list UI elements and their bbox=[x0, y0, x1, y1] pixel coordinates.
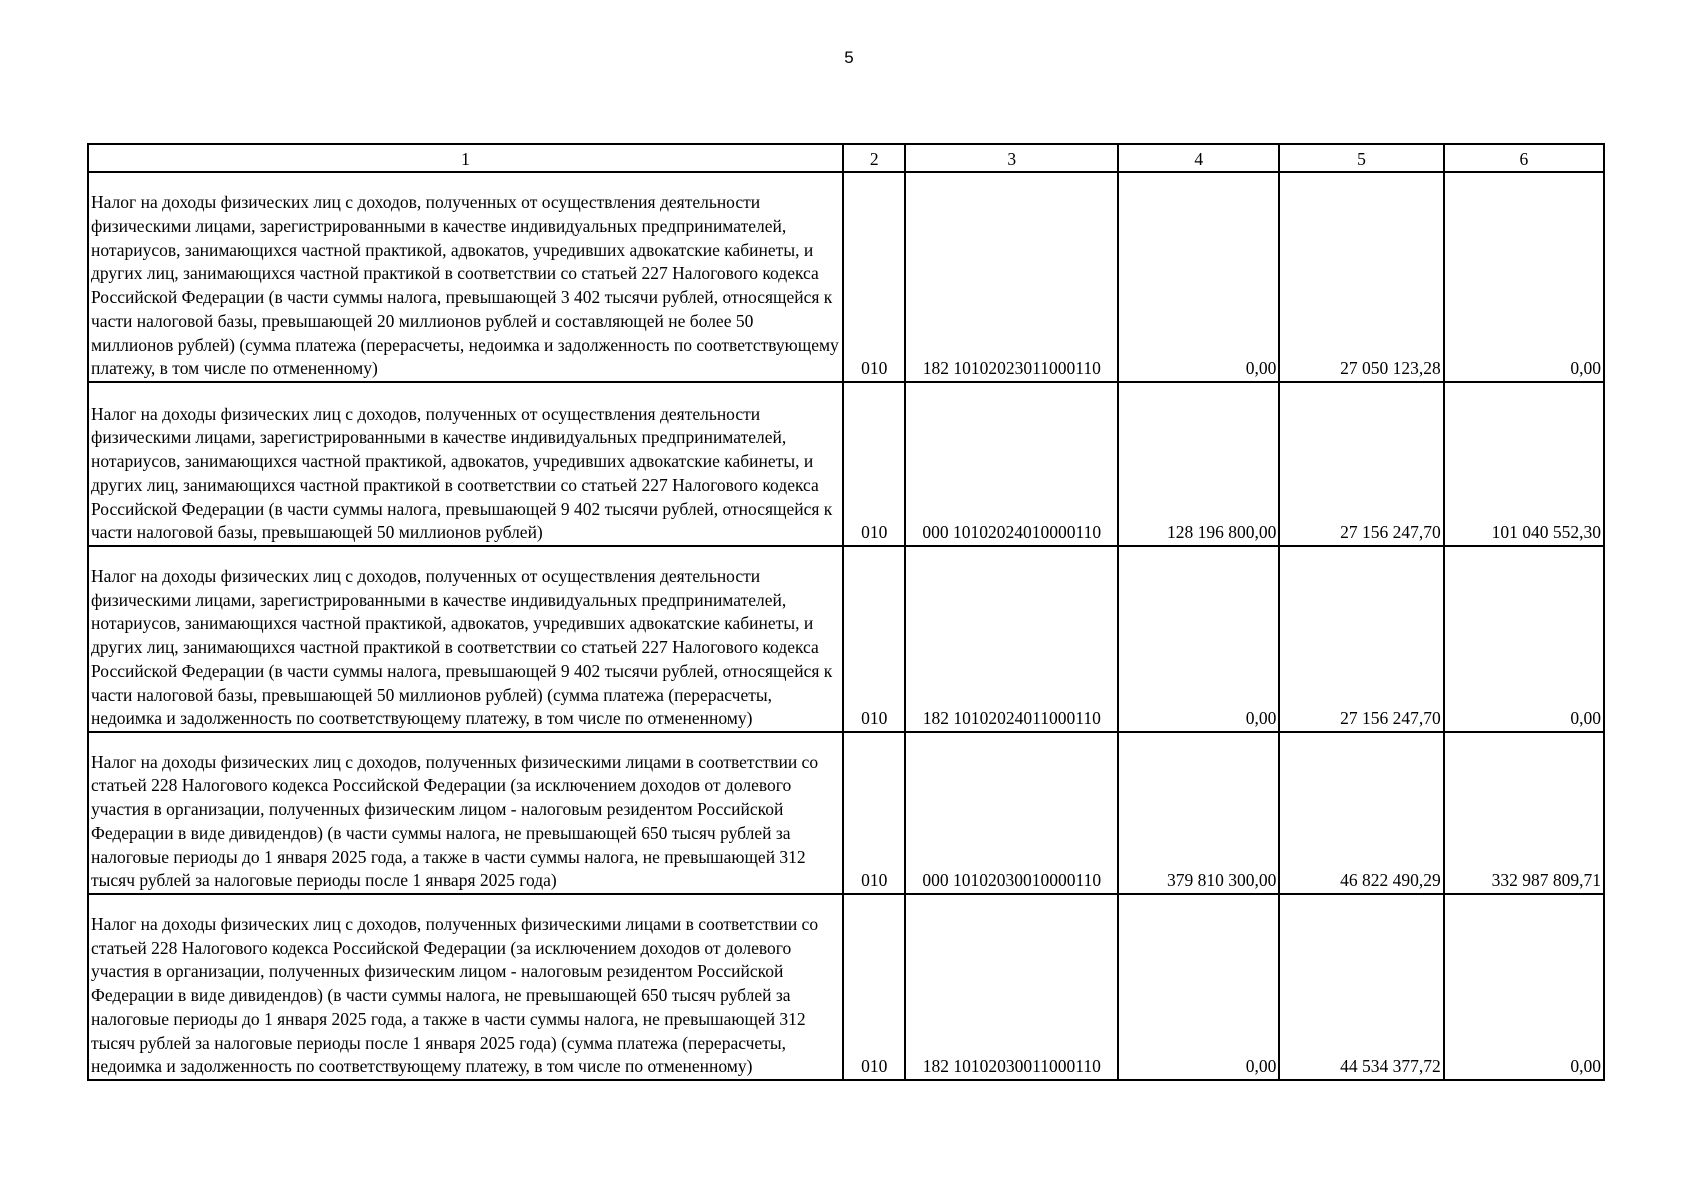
row-income-code: 182 10102023011000110 bbox=[905, 172, 1118, 382]
income-table bbox=[87, 143, 1605, 1081]
row-description-text: Налог на доходы физических лиц с доходов, полученных от осуществления деятельности физическими лицами, зарегистрированными в качестве индивидуальных предпринимателей, нотариусов, занимающихся частной практикой, адвокатов, учредивших адвокатские кабинеты, и других лиц, занимающихся частной практикой в соответствии со статьей 227 Налогового кодекса Российской Федерации (в части суммы налога, превышающей 3 402 тысячи рублей, относящейся к части налоговой базы, превышающей 20 миллионов рублей и составляющей не более 50 миллионов рублей) (сумма платежа (перерасчеты, недоимка и задолженность по соответствующему платежу, в том числе по отмененному) bbox=[91, 192, 839, 379]
table-row bbox=[88, 894, 1604, 1080]
row-income-code: 182 10102030011000110 bbox=[905, 894, 1118, 1080]
row-description bbox=[88, 382, 843, 546]
column-header-4: 4 bbox=[1118, 144, 1279, 172]
row-unexecuted: 0,00 bbox=[1444, 172, 1604, 382]
row-line-code: 010 bbox=[843, 382, 905, 546]
row-executed: 27 156 247,70 bbox=[1279, 382, 1443, 546]
row-approved: 0,00 bbox=[1118, 546, 1279, 732]
row-description bbox=[88, 732, 843, 894]
table-row bbox=[88, 172, 1604, 382]
row-description-text: Налог на доходы физических лиц с доходов, полученных физическими лицами в соответствии со статьей 228 Налогового кодекса Российской Федерации (за исключением доходов от долевого участия в организации, полученных физическим лицом - налоговым резидентом Российской Федерации в виде дивидендов) (в части суммы налога, не превышающей 650 тысяч рублей за налоговые периоды до 1 января 2025 года, а также в части суммы налога, не превышающей 312 тысяч рублей за налоговые периоды после 1 января 2025 года) (сумма платежа (перерасчеты, недоимка и задолженность по соответствующему платежу, в том числе по отмененному) bbox=[91, 914, 819, 1077]
row-line-code: 010 bbox=[843, 546, 905, 732]
column-header-3: 3 bbox=[905, 144, 1118, 172]
row-income-code: 182 10102024011000110 bbox=[905, 546, 1118, 732]
column-header-6: 6 bbox=[1444, 144, 1604, 172]
column-header-2: 2 bbox=[843, 144, 905, 172]
column-header-1: 1 bbox=[88, 144, 843, 172]
row-description-text: Налог на доходы физических лиц с доходов, полученных от осуществления деятельности физическими лицами, зарегистрированными в качестве индивидуальных предпринимателей, нотариусов, занимающихся частной практикой, адвокатов, учредивших адвокатские кабинеты, и других лиц, занимающихся частной практикой в соответствии со статьей 227 Налогового кодекса Российской Федерации (в части суммы налога, превышающей 9 402 тысячи рублей, относящейся к части налоговой базы, превышающей 50 миллионов рублей) (сумма платежа (перерасчеты, недоимка и задолженность по соответствующему платежу, в том числе по отмененному) bbox=[91, 566, 833, 729]
page-number: 5 bbox=[844, 48, 854, 67]
row-executed: 27 050 123,28 bbox=[1279, 172, 1443, 382]
row-approved: 0,00 bbox=[1118, 894, 1279, 1080]
row-line-code: 010 bbox=[843, 732, 905, 894]
row-income-code: 000 10102024010000110 bbox=[905, 382, 1118, 546]
row-executed: 44 534 377,72 bbox=[1279, 894, 1443, 1080]
row-line-code: 010 bbox=[843, 172, 905, 382]
row-unexecuted: 0,00 bbox=[1444, 894, 1604, 1080]
row-description bbox=[88, 894, 843, 1080]
row-description bbox=[88, 172, 843, 382]
row-income-code: 000 10102030010000110 bbox=[905, 732, 1118, 894]
row-unexecuted: 0,00 bbox=[1444, 546, 1604, 732]
row-unexecuted: 332 987 809,71 bbox=[1444, 732, 1604, 894]
row-line-code: 010 bbox=[843, 894, 905, 1080]
table-row bbox=[88, 546, 1604, 732]
row-description-text: Налог на доходы физических лиц с доходов, полученных физическими лицами в соответствии со статьей 228 Налогового кодекса Российской Федерации (за исключением доходов от долевого участия в организации, полученных физическим лицом - налоговым резидентом Российской Федерации в виде дивидендов) (в части суммы налога, не превышающей 650 тысяч рублей за налоговые периоды до 1 января 2025 года, а также в части суммы налога, не превышающей 312 тысяч рублей за налоговые периоды после 1 января 2025 года) bbox=[91, 751, 819, 891]
table-row bbox=[88, 732, 1604, 894]
row-approved: 0,00 bbox=[1118, 172, 1279, 382]
row-unexecuted: 101 040 552,30 bbox=[1444, 382, 1604, 546]
column-header-5: 5 bbox=[1279, 144, 1443, 172]
table-row bbox=[88, 382, 1604, 546]
column-number-row bbox=[88, 144, 1604, 172]
row-description bbox=[88, 546, 843, 732]
row-approved: 128 196 800,00 bbox=[1118, 382, 1279, 546]
row-description-text: Налог на доходы физических лиц с доходов, полученных от осуществления деятельности физическими лицами, зарегистрированными в качестве индивидуальных предпринимателей, нотариусов, занимающихся частной практикой, адвокатов, учредивших адвокатские кабинеты, и других лиц, занимающихся частной практикой в соответствии со статьей 227 Налогового кодекса Российской Федерации (в части суммы налога, превышающей 9 402 тысячи рублей, относящейся к части налоговой базы, превышающей 50 миллионов рублей) bbox=[91, 403, 833, 543]
row-executed: 46 822 490,29 bbox=[1279, 732, 1443, 894]
row-approved: 379 810 300,00 bbox=[1118, 732, 1279, 894]
row-executed: 27 156 247,70 bbox=[1279, 546, 1443, 732]
